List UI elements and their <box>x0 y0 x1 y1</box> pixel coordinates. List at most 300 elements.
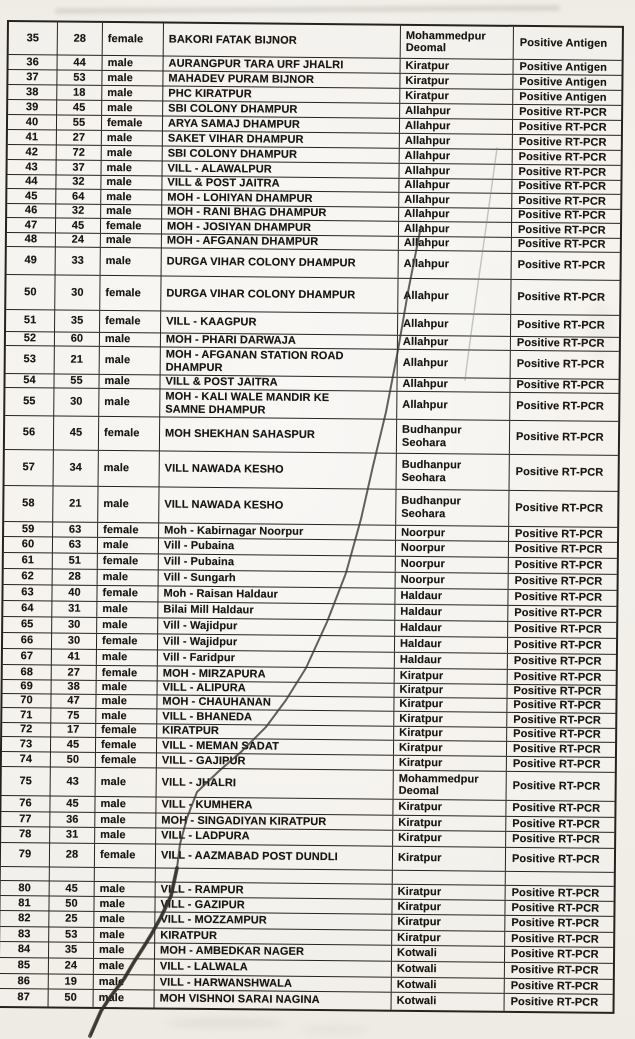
cell-gender: male <box>97 681 158 695</box>
cell-gender: male <box>102 161 163 176</box>
cell-result: Positive RT-PCR <box>517 319 605 333</box>
cell-result: Positive RT-PCR <box>518 165 607 179</box>
cell-area: Kiratpur <box>395 669 508 684</box>
cell-serial: 47 <box>7 218 56 232</box>
cell-serial: 81 <box>0 896 49 910</box>
cell-serial: 60 <box>4 537 53 552</box>
cell-serial: 57 <box>5 450 54 485</box>
cell-area: Allahpur <box>399 179 512 193</box>
cell-age: 21 <box>53 486 98 521</box>
cell-address: VILL - KAAGPUR <box>161 311 398 334</box>
cell-result: Positive RT-PCR <box>514 607 603 620</box>
cell-result: Positive Antigen <box>519 90 607 104</box>
cell-address: VILL NAWADA KESHO <box>160 451 397 488</box>
cell-serial: 68 <box>3 665 52 679</box>
cell-result: Positive RT-PCR <box>513 670 602 684</box>
cell-serial: 49 <box>7 247 56 274</box>
cell-result: Positive Antigen <box>519 75 607 89</box>
cell-result: Positive RT-PCR <box>518 180 607 194</box>
cell-gender: female <box>97 586 158 602</box>
cell-result: Positive RT-PCR <box>510 979 599 993</box>
cell-age: 45 <box>50 881 95 895</box>
cell-address: DURGA VIHAR COLONY DHAMPUR <box>162 248 399 277</box>
cell-address: Vill - Faridpur <box>158 650 395 667</box>
cell-area: Kiratpur <box>393 885 506 900</box>
cell-age: 44 <box>58 55 103 69</box>
cell-age: 51 <box>53 553 98 568</box>
scan-smudge-artifact <box>165 1018 285 1028</box>
cell-area: Kiratpur <box>392 915 505 931</box>
cell-area: Allahpur <box>399 208 512 222</box>
cell-age: 40 <box>52 585 97 600</box>
cell-gender: male <box>95 828 156 844</box>
cell-address: VILL - RAMPUR <box>156 882 393 898</box>
cell-serial: 85 <box>0 958 49 973</box>
cell-gender: male <box>94 959 155 975</box>
cell-serial: 63 <box>3 585 52 600</box>
cell-age: 28 <box>50 843 95 866</box>
cell-address: PHC KIRATPUR <box>163 87 400 103</box>
cell-age: 53 <box>49 927 94 941</box>
cell-gender: male <box>98 487 159 523</box>
cell-area: Allahpur <box>400 104 513 119</box>
cell-serial: 43 <box>8 160 57 174</box>
cell-address: VILL - MEMAN SADAT <box>157 738 394 754</box>
cell-result: Positive RT-PCR <box>512 833 600 846</box>
cell-age: 21 <box>55 346 100 373</box>
cell-gender: male <box>95 797 156 813</box>
cell-area: Kiratpur <box>393 847 506 871</box>
cell-result: Positive RT-PCR <box>511 901 600 915</box>
cell-age: 28 <box>58 22 103 54</box>
cell-age: 63 <box>53 522 98 536</box>
cell-age: 45 <box>57 100 102 114</box>
cell-result: Positive RT-PCR <box>517 290 606 304</box>
cell-address: KIRATPUR <box>157 724 394 739</box>
cell-serial: 41 <box>8 130 57 144</box>
cell-result: Positive RT-PCR <box>516 358 605 372</box>
cell-gender: female <box>103 23 164 56</box>
cell-area: Allahpur <box>400 134 513 149</box>
cell-serial: 66 <box>3 633 52 648</box>
cell-result: Positive RT-PCR <box>514 543 603 556</box>
cell-serial: 58 <box>4 486 53 521</box>
cell-age: 27 <box>52 665 97 679</box>
cell-address: VILL - MOZZAMPUR <box>155 912 392 929</box>
cell-age: 45 <box>54 416 99 449</box>
cell-result: Positive RT-PCR <box>515 431 604 444</box>
cell-address: SAKET VIHAR DHAMPUR <box>163 132 400 148</box>
cell-gender: female <box>95 844 156 868</box>
cell-area: Kiratpur <box>392 900 505 915</box>
cell-gender: male <box>102 86 163 101</box>
cell-result: Positive RT-PCR <box>512 802 601 815</box>
cell-area: Noorpur <box>396 573 509 589</box>
cell-address <box>156 868 393 883</box>
cell-age: 45 <box>50 796 95 811</box>
cell-result: Positive RT-PCR <box>511 932 599 946</box>
cell-area: Kiratpur <box>400 74 513 89</box>
cell-address: Vill - Wajidpur <box>158 618 395 635</box>
cell-area: Haldaur <box>395 589 508 605</box>
cell-address: VILL - ALIPURA <box>158 681 395 696</box>
cell-serial: 84 <box>0 942 49 957</box>
cell-serial: 61 <box>4 553 53 568</box>
cell-age: 24 <box>56 233 101 246</box>
cell-age: 55 <box>54 374 99 387</box>
cell-age: 17 <box>51 723 96 736</box>
cell-gender: male <box>102 101 163 116</box>
cell-area: Kiratpur <box>394 741 507 756</box>
cell-area: Haldaur <box>395 653 508 669</box>
cell-gender: female <box>101 219 162 234</box>
cell-serial: 45 <box>7 189 56 203</box>
cell-area: Allahpur <box>400 149 513 164</box>
cell-serial: 73 <box>2 737 51 751</box>
cell-serial: 52 <box>6 332 55 345</box>
cell-result: Positive Antigen <box>519 36 608 50</box>
cell-age: 60 <box>55 332 100 345</box>
cell-serial: 75 <box>2 767 51 795</box>
cell-address: VILL - LALWALA <box>155 959 392 976</box>
cell-serial: 37 <box>8 70 57 84</box>
cell-address: MOH SHEKHAN SAHASPUR <box>160 417 397 452</box>
cell-age: 27 <box>57 130 102 144</box>
cell-serial: 86 <box>0 974 49 988</box>
cell-serial: 76 <box>1 796 50 811</box>
cell-area: Allahpur <box>398 279 511 314</box>
cell-gender: male <box>101 190 162 205</box>
cell-serial: 51 <box>6 310 55 331</box>
cell-gender: male <box>97 618 158 634</box>
cell-address: KIRATPUR <box>155 928 392 944</box>
cell-result: Positive RT-PCR <box>511 917 600 930</box>
cell-gender: female <box>98 554 159 570</box>
cell-gender: male <box>100 347 161 375</box>
cell-area: Mohammedpur Deomal <box>394 771 507 800</box>
cell-result: Positive RT-PCR <box>511 853 600 866</box>
cell-address: VILL - GAJIPUR <box>157 753 394 769</box>
cell-address: AURANGPUR TARA URF JHALRI <box>164 57 401 73</box>
cell-result: Positive RT-PCR <box>514 591 603 604</box>
cell-gender: male <box>94 897 155 912</box>
cell-address: VILL - ALAWALPUR <box>163 162 400 178</box>
cell-age: 72 <box>57 145 102 159</box>
cell-serial: 42 <box>8 145 57 159</box>
cell-area: Noorpur <box>396 541 509 557</box>
cell-result: Positive RT-PCR <box>512 817 601 831</box>
cell-address: Vill - Sungarh <box>159 570 396 587</box>
cell-address: SBI COLONY DHAMPUR <box>163 102 400 118</box>
cell-gender: male <box>96 709 157 724</box>
cell-result: Positive RT-PCR <box>513 639 602 652</box>
cell-address: MOH - PHARI DARWAJA <box>161 333 398 348</box>
cell-area: Allahpur <box>398 314 511 336</box>
cell-age: 32 <box>56 175 101 188</box>
cell-result: Positive RT-PCR <box>513 685 602 698</box>
cell-serial <box>1 867 50 880</box>
cell-area: Allahpur <box>399 222 512 237</box>
cell-address: MOH - MIRZAPURA <box>158 666 395 682</box>
cell-gender: female <box>96 738 157 753</box>
cell-age: 34 <box>54 450 99 485</box>
cell-area: Allahpur <box>398 336 511 350</box>
cell-result: Positive RT-PCR <box>518 194 607 208</box>
cell-address: VILL - BHANEDA <box>157 709 394 725</box>
cell-age: 37 <box>57 160 102 174</box>
cell-gender: male <box>98 570 159 586</box>
cell-gender: male <box>99 451 160 487</box>
cell-result: Positive RT-PCR <box>510 964 599 977</box>
cell-area: Allahpur <box>399 237 512 251</box>
cell-serial: 53 <box>6 346 55 373</box>
cell-gender: male <box>94 990 155 1008</box>
cell-age: 63 <box>53 537 98 552</box>
cell-serial: 55 <box>5 388 54 415</box>
cell-area: Kiratpur <box>393 831 506 847</box>
cell-serial: 80 <box>1 881 50 895</box>
cell-address: MOH - AMBEDKAR NAGER <box>155 943 392 960</box>
cell-serial: 36 <box>9 55 58 69</box>
cell-gender: male <box>102 146 163 161</box>
cell-result: Positive RT-PCR <box>519 105 607 119</box>
cell-result: Positive RT-PCR <box>515 502 604 515</box>
cell-address: Vill - Wajidpur <box>158 634 395 651</box>
cell-area: Kiratpur <box>395 684 508 698</box>
cell-serial: 40 <box>8 115 57 129</box>
cell-serial: 67 <box>3 649 52 664</box>
cell-area: Kiratpur <box>400 89 513 104</box>
cell-address: VILL & POST JAITRA <box>160 375 397 390</box>
cell-result: Positive RT-PCR <box>518 135 607 149</box>
cell-gender: female <box>97 634 158 650</box>
cell-gender: male <box>100 333 161 347</box>
cell-gender: male <box>102 71 163 86</box>
cell-address: DURGA VIHAR COLONY DHAMPUR <box>161 276 398 312</box>
scan-streak-artifact <box>55 5 560 13</box>
cell-age: 64 <box>56 189 101 203</box>
patient-table <box>0 20 624 1014</box>
cell-address: VILL - GAZIPUR <box>155 897 392 913</box>
cell-serial: 70 <box>2 694 51 707</box>
cell-area: Haldaur <box>395 621 508 637</box>
cell-gender: male <box>96 695 157 709</box>
cell-address: MAHADEV PURAM BIJNOR <box>163 72 400 88</box>
cell-result: Positive RT-PCR <box>513 699 602 712</box>
cell-area: Kiratpur <box>394 712 507 727</box>
cell-area <box>393 871 506 885</box>
cell-serial: 44 <box>7 175 56 188</box>
cell-age: 45 <box>56 218 101 232</box>
cell-gender: female <box>102 116 163 131</box>
cell-address: Vill - Pubaina <box>159 538 396 555</box>
cell-result: Positive RT-PCR <box>513 713 602 727</box>
cell-area: Noorpur <box>396 526 509 541</box>
cell-gender: male <box>99 375 160 389</box>
cell-area: Budhanpur Seohara <box>396 490 509 526</box>
cell-address: ARYA SAMAJ DHAMPUR <box>163 117 400 133</box>
cell-age: 38 <box>52 680 97 693</box>
cell-age: 45 <box>51 737 96 751</box>
cell-age: 35 <box>55 310 100 331</box>
cell-serial: 65 <box>3 617 52 632</box>
cell-serial: 48 <box>7 233 56 246</box>
cell-area: Kiratpur <box>394 698 507 712</box>
cell-gender <box>95 868 156 882</box>
cell-age <box>50 867 95 880</box>
cell-age: 18 <box>57 85 102 99</box>
cell-area: Kiratpur <box>393 800 506 816</box>
cell-serial: 78 <box>1 827 50 842</box>
cell-area: Budhanpur Seohara <box>397 420 510 454</box>
cell-gender: male <box>101 248 162 276</box>
table-row <box>6 275 619 316</box>
cell-age: 50 <box>49 896 94 910</box>
cell-serial: 54 <box>5 374 54 387</box>
cell-age: 35 <box>49 942 94 957</box>
cell-area: Mohammedpur Deomal <box>401 26 514 59</box>
cell-result: Positive RT-PCR <box>516 379 605 392</box>
cell-age: 19 <box>49 974 94 988</box>
cell-address: VILL NAWADA KESHO <box>159 487 396 524</box>
cell-result: Positive RT-PCR <box>515 527 603 541</box>
cell-age: 41 <box>52 649 97 664</box>
cell-area: Allahpur <box>399 193 512 208</box>
cell-result: Positive RT-PCR <box>510 948 599 961</box>
cell-gender: female <box>97 666 158 681</box>
cell-gender: female <box>96 724 157 738</box>
cell-serial: 62 <box>4 569 53 584</box>
cell-result: Positive RT-PCR <box>518 150 607 164</box>
cell-age: 55 <box>57 115 102 129</box>
cell-result <box>506 872 614 886</box>
cell-age: 30 <box>54 388 99 415</box>
cell-address: VILL - KUMHERA <box>156 797 393 814</box>
cell-age: 50 <box>51 752 96 766</box>
cell-gender: male <box>101 205 162 219</box>
cell-gender: male <box>94 975 155 990</box>
cell-gender: female <box>99 417 160 451</box>
cell-age: 33 <box>56 247 101 274</box>
cell-area: Kotwali <box>392 993 505 1011</box>
cell-result: Positive RT-PCR <box>518 120 607 134</box>
cell-address: MOH VISHNOI SARAI NAGINA <box>155 990 392 1009</box>
cell-result: Positive RT-PCR <box>514 575 603 588</box>
cell-address: SBI COLONY DHAMPUR <box>163 147 400 163</box>
cell-area: Kotwali <box>392 978 505 993</box>
cell-serial: 72 <box>2 723 51 736</box>
cell-address: VILL - LADPURA <box>156 828 393 845</box>
cell-serial: 71 <box>2 708 51 722</box>
cell-result: Positive RT-PCR <box>512 757 601 771</box>
cell-serial: 74 <box>2 752 51 766</box>
cell-age: 36 <box>50 812 95 826</box>
cell-gender: female <box>98 523 159 538</box>
cell-gender: male <box>94 943 155 959</box>
cell-area: Kotwali <box>392 946 505 962</box>
cell-serial: 56 <box>5 416 54 449</box>
cell-serial: 64 <box>3 601 52 616</box>
cell-address: Vill - Pubaina <box>159 554 396 571</box>
cell-gender: male <box>101 176 162 190</box>
cell-serial: 59 <box>4 522 53 536</box>
cell-serial: 83 <box>0 927 49 941</box>
cell-age: 32 <box>56 204 101 217</box>
cell-result: Positive RT-PCR <box>516 400 605 413</box>
cell-age: 31 <box>52 601 97 616</box>
cell-serial: 77 <box>1 812 50 826</box>
cell-area: Allahpur <box>397 392 510 420</box>
cell-area: Haldaur <box>395 637 508 653</box>
cell-gender: male <box>95 882 156 897</box>
table-row <box>4 486 617 528</box>
cell-address: VILL - JHALRI <box>157 768 394 798</box>
cell-result: Positive RT-PCR <box>514 623 602 636</box>
cell-address: VILL - AAZMABAD POST DUNDLI <box>156 844 393 869</box>
cell-gender: male <box>103 56 164 71</box>
patient-table-wrap <box>0 20 624 1014</box>
cell-area: Kiratpur <box>393 816 506 831</box>
cell-gender: female <box>100 276 161 311</box>
cell-result: Positive RT-PCR <box>518 209 606 223</box>
cell-gender: male <box>97 650 158 666</box>
cell-gender: male <box>98 538 159 554</box>
cell-area: Kiratpur <box>394 756 507 771</box>
cell-serial: 69 <box>3 680 52 693</box>
cell-age: 28 <box>53 569 98 584</box>
cell-age: 75 <box>51 708 96 722</box>
cell-area: Allahpur <box>400 164 513 179</box>
cell-area: Allahpur <box>398 350 511 378</box>
cell-address: MOH - RANI BHAG DHAMPUR <box>162 205 399 220</box>
cell-result: Positive RT-PCR <box>517 238 606 252</box>
cell-gender: male <box>95 813 156 828</box>
table-row <box>5 450 618 492</box>
cell-serial: 79 <box>1 843 50 866</box>
cell-age: 50 <box>49 989 94 1006</box>
cell-address: MOH - KALI WALE MANDIR KE SAMNE DHAMPUR <box>160 389 397 418</box>
cell-gender: male <box>101 234 162 248</box>
cell-age: 43 <box>51 767 96 795</box>
cell-area: Kiratpur <box>392 931 505 946</box>
cell-address: VILL - HARWANSHWALA <box>155 975 392 991</box>
cell-gender: male <box>94 912 155 928</box>
cell-gender: female <box>96 753 157 768</box>
cell-area: Noorpur <box>396 557 509 573</box>
cell-gender: male <box>94 928 155 943</box>
cell-serial: 39 <box>8 100 57 114</box>
cell-gender: male <box>97 602 158 618</box>
cell-result: Positive RT-PCR <box>516 337 605 351</box>
cell-result: Positive RT-PCR <box>510 996 599 1009</box>
cell-result: Positive RT-PCR <box>513 728 601 741</box>
cell-serial: 38 <box>8 85 57 99</box>
cell-address: MOH - CHAUHANAN <box>157 695 394 710</box>
cell-area: Kotwali <box>392 962 505 978</box>
cell-age: 47 <box>51 694 96 707</box>
cell-result: Positive Antigen <box>519 60 608 74</box>
cell-address: BAKORI FATAK BIJNOR <box>164 24 401 58</box>
cell-serial: 35 <box>9 22 58 54</box>
cell-age: 30 <box>55 275 100 309</box>
cell-gender: male <box>99 389 160 417</box>
cell-address: VILL & POST JAITRA <box>162 176 399 191</box>
cell-serial: 46 <box>7 204 56 217</box>
cell-serial: 87 <box>0 989 49 1006</box>
cell-gender: female <box>100 311 161 333</box>
cell-result: Positive RT-PCR <box>512 779 601 793</box>
cell-area: Allahpur <box>400 119 513 134</box>
